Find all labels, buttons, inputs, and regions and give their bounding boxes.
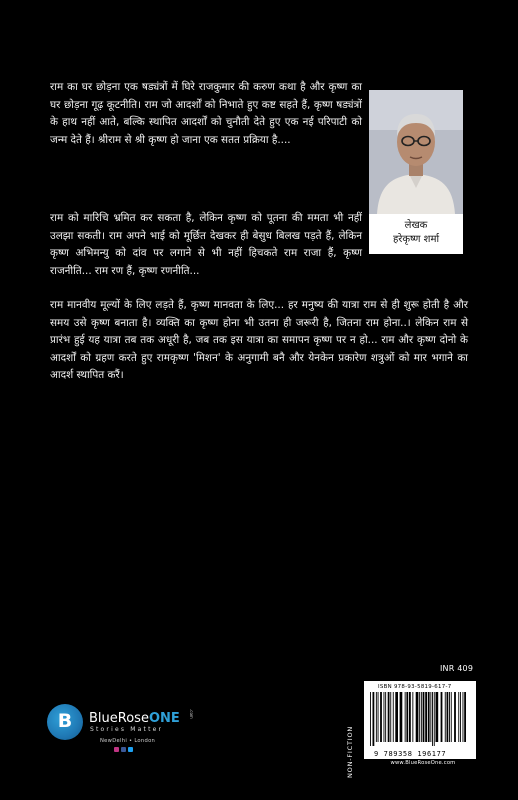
barcode-bar — [434, 692, 435, 746]
barcode-bar — [384, 692, 385, 742]
author-name: हरेकृष्ण शर्मा — [392, 234, 440, 245]
publisher-name — [89, 711, 180, 726]
barcode-bar — [441, 692, 443, 742]
barcode-bar — [458, 692, 459, 742]
barcode-number: 9 789358 196177 — [374, 750, 447, 758]
author-photo — [369, 90, 463, 214]
barcode-bar — [409, 692, 411, 742]
publisher-name-suffix: .com — [189, 709, 194, 719]
barcode-bar — [380, 692, 382, 742]
barcode-bar — [425, 692, 427, 742]
category-label: NON-FICTION — [346, 725, 354, 779]
barcode-bar — [454, 692, 456, 742]
barcode-box — [364, 681, 476, 759]
barcode-bar — [449, 692, 450, 742]
publisher-cities: NewDelhi • London — [100, 738, 156, 744]
social-icons — [114, 747, 133, 752]
publisher-name-part2: ONE — [148, 711, 180, 726]
barcode-bar — [405, 692, 406, 742]
barcode-bar — [451, 692, 452, 742]
barcode-bar — [400, 692, 403, 742]
barcode-bar — [445, 692, 446, 742]
twitter-icon — [128, 747, 133, 752]
barcode-bar — [430, 692, 431, 742]
barcode-bar — [385, 692, 386, 742]
barcode-bar — [423, 692, 425, 742]
author-caption — [369, 214, 463, 254]
barcode-bar — [378, 692, 379, 742]
barcode-bar — [436, 692, 439, 742]
barcode-bar — [393, 692, 394, 742]
barcode-bar — [412, 692, 413, 742]
barcode-bar — [416, 692, 419, 742]
barcode-bar — [428, 692, 430, 742]
author-role: लेखक — [404, 220, 428, 231]
barcode-bar — [376, 692, 377, 742]
instagram-icon — [114, 747, 119, 752]
price-label: INR 409 — [440, 664, 474, 673]
barcode-bar — [406, 692, 408, 742]
barcode — [368, 692, 472, 746]
blurb-paragraph-3: राम मानवीय मूल्यों के लिए लड़ते हैं, कृष्ण मानवता के लिए... हर मनुष्य की यात्रा राम से ही शुरू होती है और समय उसे कृष्ण बनाता है। व्यक्ति का कृष्ण होना भी उतना ही जरूरी है, जितना राम होना..। लेकिन राम से प्रारंभ हुई यह यात्रा तब तक अधूरी है, जब तक इस यात्रा का समापन कृष्ण पर न हो... राम और कृष्ण दोनो के आदर्शों को ग्रहण करते हुए रामकृष्ण 'मिशन' के अनुगामी बनै और येनकेन प्रकारेण शत्रुओं को मार भगाने का आदर्श स्थापित करैं। — [50, 299, 468, 381]
publisher-website: www.BlueRoseOne.com — [390, 760, 456, 766]
barcode-bar — [419, 692, 420, 742]
barcode-bar — [421, 692, 422, 742]
barcode-bar — [464, 692, 466, 742]
facebook-icon — [121, 747, 126, 752]
publisher-tagline: Stories Matter — [90, 726, 164, 733]
isbn-text: ISBN 978-93-5819-617-7 — [378, 684, 452, 690]
barcode-bar — [370, 692, 371, 746]
barcode-bar — [395, 692, 398, 742]
barcode-bar — [390, 692, 391, 742]
barcode-bar — [460, 692, 461, 742]
blurb-paragraph-1: राम का घर छोड़ना एक षड्यंत्रों में घिरे राजकुमार की करुण कथा है और कृष्ण का घर छोड़ना गूढ़ कूटनीति। राम जो आदर्शों को निभाते हुए कष्ट सहते हैं, कृष्ण षड्यंत्रों के हाथ नहीं आते, बल्कि स्थापित आदर्शों को चुनौती देते हुए एक नई परिपाटी को जन्म देते हैं। श्रीराम से श्री कृष्ण हो जाना एक सतत प्रक्रिया है.... — [50, 81, 362, 146]
blurb-paragraph-2: राम को मारिचि भ्रमित कर सकता है, लेकिन कृष्ण को पूतना की ममता भी नहीं उलझा सकती। राम अपने भाई को मूर्छित देखकर ही बेसुध बिलख पड़ते हैं, लेकिन कृष्ण अभिमन्यु को दांव पर लगाने से भी नहीं हिचकते राम राजा हैं, कृष्ण राजनीति... राम रण हैं, कृष्ण रणनीति... — [50, 212, 362, 277]
barcode-bar — [388, 692, 390, 742]
barcode-bar — [373, 692, 375, 746]
barcode-bar — [463, 692, 464, 742]
barcode-bar — [447, 692, 449, 742]
logo-letter: B — [57, 710, 73, 732]
publisher-logo-icon — [47, 704, 83, 740]
publisher-name-part1: BlueRose — [89, 711, 149, 726]
barcode-bar — [432, 692, 433, 746]
